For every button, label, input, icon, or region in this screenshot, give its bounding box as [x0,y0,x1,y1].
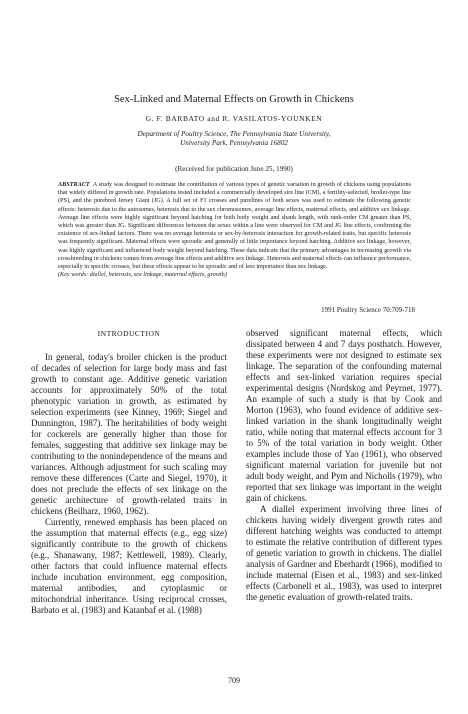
affiliation-line-1: Department of Poultry Science, The Pennsylvania State University, [137,130,331,138]
right-paragraph-1: observed significant maternal effects, which dissipated between 4 and 7 days posthatch. However, these experiments were not designed to estimate sex linkage. The separation of the confounding maternal effects and sex-linked variation requires special experimental designs (Nordskog and Peyrnet, 1977). An example of such a study is that by Cook and Morton (1963), who found evidence of additive sex-linked variation in the shank longitudinally weight ratio, while noting that maternal effects account for 3 to 5% of the total variation in body weight. Other examples include those of Yao (1961), who observed significant maternal variation for juvenile but not adult body weight, and Pym and Nicholls (1979), who reported that sex linkage was important in the weight gain of chickens. [246,328,442,503]
affiliation [0,130,468,148]
section-heading-introduction: INTRODUCTION [97,329,161,338]
received-date: (Received for publication June 25, 1990) [175,165,293,173]
intro-paragraph-1: In general, today's broiler chicken is the product of decades of selection for large body mass and fast growth to constant age. Additive genetic variation accounts for approximately 50% of the total phenotypic variation in growth, as estimated by selection experiments (see Kinney, 1969; Siegel and Dunnington, 1987). The heritabilities of body weight for cockerels are generally higher than those for females, suggesting that additive sex linkage may be contributing to the nonindependence of the means and variances. Although adjustment for such scaling may remove these differences (Carte and Siegel, 1970), it does not preclude the effects of sex linkage on the genetic architecture of growth-related traits in chickens (Beilharz, 1960, 1962). [31,352,227,516]
page-number: 709 [228,676,240,685]
journal-citation: 1991 Poultry Science 70:709-718 [321,306,415,314]
abstract [58,181,411,279]
affiliation-line-2: University Park, Pennsylvania 16802 [180,139,288,147]
intro-paragraph-2: Currently, renewed emphasis has been placed on the assumption that maternal effects (e.g., egg size) significantly contribute to the growth of chickens (e.g., Shanawany, 1987; Kettlewell, 1989). Clearly, other factors that could influence maternal effects include incubation environment, egg composition, maternal antibodies, and cytoplasmic or mitochondrial inheritance. Using reciprocal crosses, Barbato et al. (1983) and Katanbaf et al. (1988) [31,517,227,615]
paper-title: Sex-Linked and Maternal Effects on Growth in Chickens [114,94,354,105]
right-paragraph-2: A diallel experiment involving three lines of chickens having widely divergent growth rates and different hatching weights was conducted to attempt to estimate the relative contribution of different types of genetic variation to growth in chickens. The diallel analysis of Gardner and Eberhardt (1966), modified to include maternal (Eisen et al., 1983) and sex-linked effects (Carbonell et al., 1983), was used to interpret the genetic evaluation of growth-related traits. [246,504,442,602]
keywords: (Key words: diallel, heterosis, sex linkage, maternal effects, growth) [58,271,227,279]
abstract-label: ABSTRACT [58,181,90,188]
author-line: G. F. BARBATO and R. VASILATOS-YOUNKEN [145,114,323,123]
left-column [31,328,227,616]
right-column [246,328,442,603]
abstract-text: A study was designed to estimate the contribution of various types of genetic variation in growth of chickens using populations that widely differed in growth rate. Populations tested included a commercially developed sire line (CM), a fertility-selected, broiler-type line (PS), and the purebred Jersey Giant (JG). A full set of F1 crosses and purelines of both sexes was used to estimate the following genetic effects: heterosis due to the autosomes, heterosis due to the sex chromosomes, average line effects, maternal effects, and additive sex linkage. Average line effects were highly significant beyond hatching for both body weight and shank length, with rank-order CM greater than PS, which was greater than JG. Significant differences between the sexes within a line were observed for CM and JG line effects, confirming the existence of sex-linked factors. There was no average heterosis or sex-by-heterosis interaction for growth-related traits, but specific heterosis was frequently significant. Maternal effects were sporadic and generally of little importance beyond hatching. Additive sex linkage, however, was highly significant and influenced body weight beyond hatching. These data indicate that the primary advantages in increasing growth via crossbreeding in chickens comes from average line effects and additive sex linkage. Heterosis and maternal effects can influence performance, especially in specific crosses, but these effects appear to be sporadic and of less importance than sex linkage. [58,181,411,271]
